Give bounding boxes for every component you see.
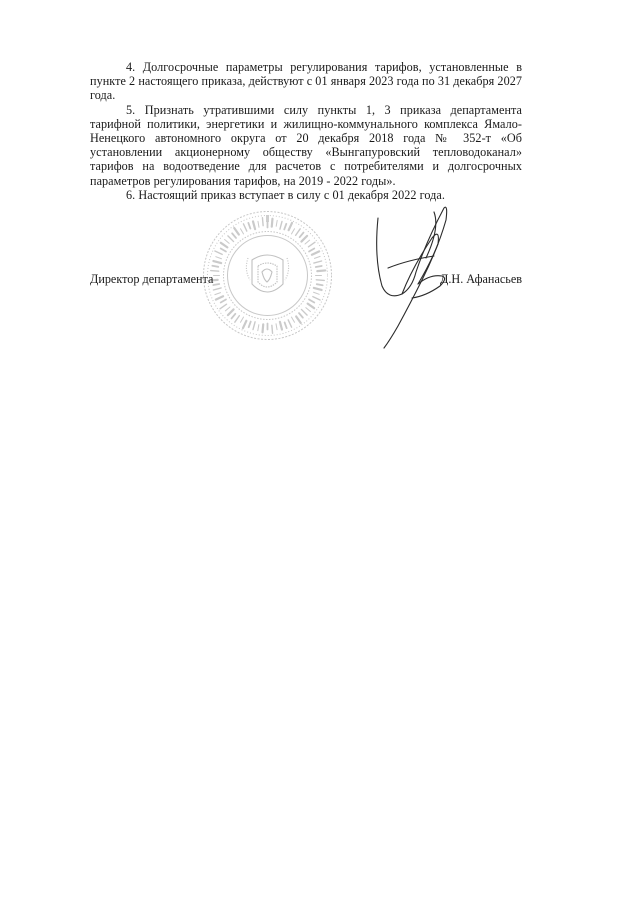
stamp-ring-mark [308, 242, 315, 247]
stamp-ring-mark [234, 228, 239, 235]
stamp-ring-mark [285, 322, 287, 328]
stamp-ring-mark [296, 316, 301, 323]
stamp-ring-mark [232, 233, 236, 238]
stamp-ring-mark [253, 221, 255, 229]
stamp-ring-mark [301, 309, 307, 315]
stamp-ring-mark [235, 316, 240, 323]
stamp-ring-mark [241, 317, 244, 322]
stamp-ring-mark [272, 325, 273, 333]
stamp-ring-mark [248, 223, 250, 229]
stamp-ring-mark [263, 324, 264, 332]
stamp-ring-mark [280, 322, 282, 330]
signature-block [90, 271, 522, 287]
stamp-ring-mark [292, 317, 295, 322]
stamp-ring-mark [309, 249, 314, 252]
stamp-ring-mark [216, 257, 222, 259]
paragraph-6: 6. Настоящий приказ вступает в силу с 01 декабря 2022 года. [126, 187, 445, 202]
stamp-ring-mark [276, 220, 277, 226]
stamp-ring-mark [225, 307, 230, 311]
stamp-ring-mark [221, 243, 228, 248]
stamp-ring-mark [220, 304, 227, 309]
stamp-ring-mark [299, 313, 303, 318]
stamp-ring-mark [314, 256, 320, 258]
stamp-ring-mark [313, 297, 320, 300]
stamp-ring-mark [228, 309, 234, 315]
stamp-ring-mark [314, 261, 322, 263]
stamp-ring-mark [289, 223, 292, 230]
paragraph-5: 5. Признать утратившими силу пункты 1, 3 приказа департамента тарифной политики, энергетики и жилищно-коммунального комплекса Ямало-Ненецкого автономного округа от 20 декабря 2018 года № 352-т «Об установлении акционерному обществу «Вынгапуровский тепловодоканал» тарифов на водоотведение для расчетов с потребителями и долгосрочных параметров регулирования тарифов, на 2019 - 2022 годы». [90, 102, 522, 188]
stamp-ring-mark [316, 266, 322, 267]
stamp-ring-mark [296, 229, 301, 236]
stamp-ring-mark [309, 300, 314, 303]
stamp-ring-mark [221, 300, 226, 303]
stamp-ring-mark [262, 218, 263, 226]
stamp-ring-mark [292, 229, 295, 234]
stamp-ring-mark [241, 229, 244, 234]
stamp-ring-mark [258, 221, 259, 227]
stamp-ring-mark [221, 249, 226, 252]
stamp-ring-mark [216, 296, 223, 299]
stamp-ring-mark [280, 221, 282, 229]
signatory-title: Директор департамента [90, 272, 214, 286]
signatory-name: Д.Н. Афанасьев [440, 272, 522, 286]
stamp-ring-mark [225, 240, 230, 244]
stamp-ring-mark [284, 224, 286, 230]
stamp-ring-mark [276, 324, 277, 330]
stamp-ring-mark [306, 308, 311, 312]
document-body [90, 60, 522, 202]
stamp-ring-mark [288, 320, 291, 327]
stamp-ring-mark [308, 304, 315, 309]
stamp-ring-mark [243, 321, 246, 328]
stamp-ring-mark [215, 293, 221, 295]
stamp-ring-mark [314, 292, 320, 294]
stamp-ring-mark [301, 236, 307, 242]
stamp-ring-mark [232, 314, 236, 319]
stamp-ring-mark [253, 322, 255, 330]
stamp-ring-mark [305, 240, 310, 244]
stamp-ring-mark [212, 266, 218, 267]
stamp-ring-mark [249, 322, 251, 328]
stamp-ring-mark [215, 251, 222, 254]
stamp-ring-mark [243, 224, 246, 231]
stamp-ring-mark [213, 261, 221, 263]
paragraph-4: 4. Долгосрочные параметры регулирования тарифов, установленные в пункте 2 настоящего приказа, действуют с 01 января 2023 года по 31 декабря 2027 года. [90, 60, 522, 103]
stamp-ring-mark [314, 288, 322, 290]
stamp-ring-mark [213, 288, 221, 290]
stamp-ring-mark [300, 233, 304, 238]
stamp-ring-mark [258, 325, 259, 331]
stamp-ring-mark [312, 251, 319, 254]
stamp-ring-mark [272, 219, 273, 227]
stamp-ring-mark [228, 236, 234, 242]
